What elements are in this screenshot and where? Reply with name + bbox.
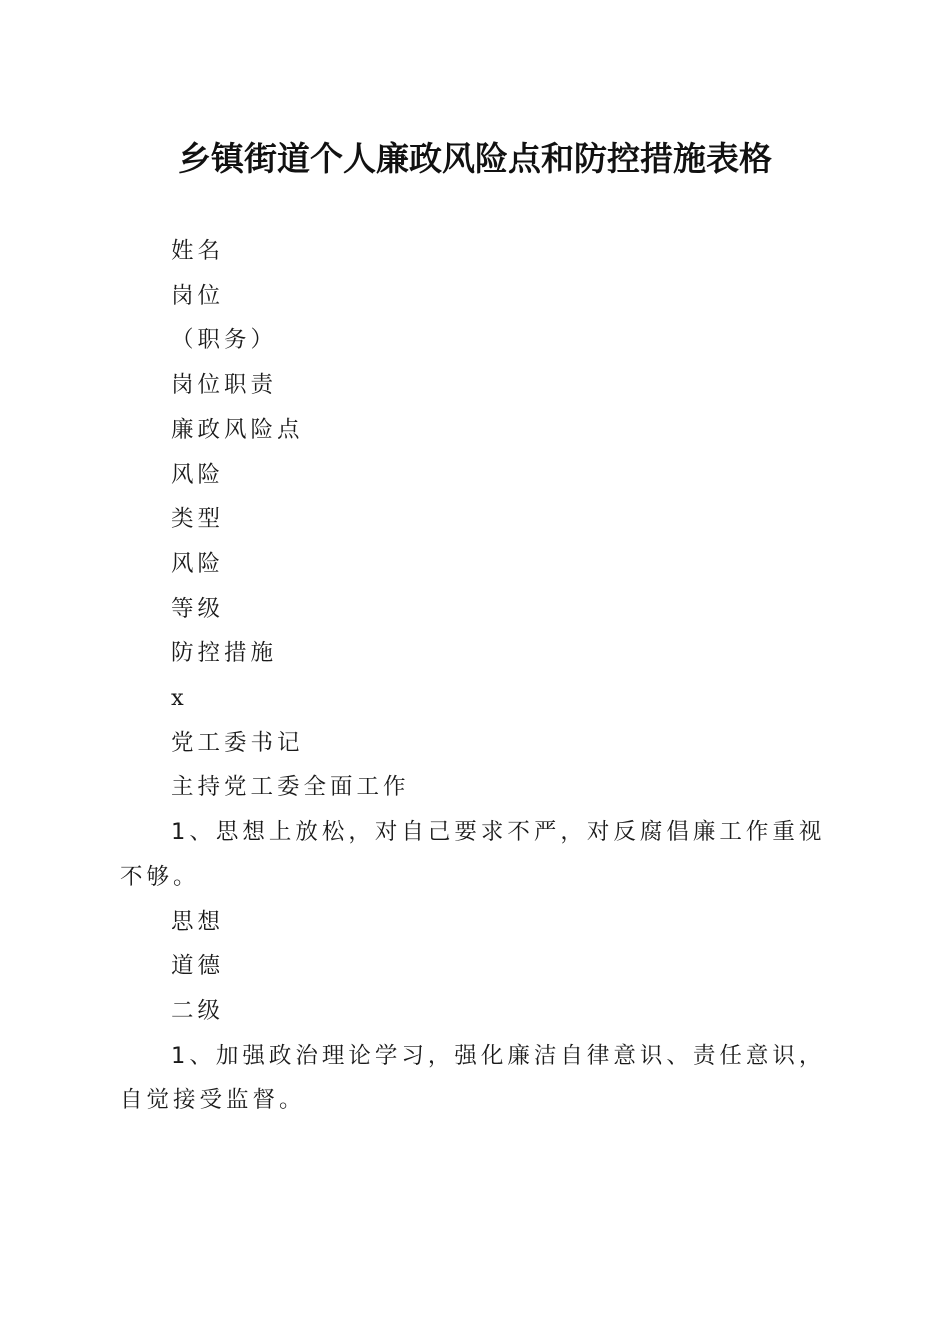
paragraph-measures: 防控措施 bbox=[171, 640, 278, 667]
paragraph-risk-description: 1、思想上放松，对自己要求不严，对反腐倡廉工作重视不够。 bbox=[120, 819, 826, 890]
paragraph-morality: 道德 bbox=[171, 953, 225, 980]
paragraph-position: 岗位 bbox=[171, 282, 225, 309]
document-title: 乡镇街道个人廉政风险点和防控措施表格 bbox=[178, 139, 772, 178]
paragraph-secretary: 党工委书记 bbox=[171, 729, 304, 756]
paragraph-risk-point: 廉政风险点 bbox=[171, 416, 304, 443]
paragraph-type: 类型 bbox=[171, 506, 225, 533]
paragraph-name: 姓名 bbox=[171, 238, 225, 264]
paragraph-thought: 思想 bbox=[171, 908, 225, 935]
paragraph-risk-1: 风险 bbox=[171, 461, 225, 488]
paragraph-responsibility: 岗位职责 bbox=[171, 372, 278, 399]
paragraph-x: x bbox=[171, 685, 184, 712]
paragraph-duty: （职务） bbox=[171, 327, 278, 354]
paragraph-level: 等级 bbox=[171, 595, 225, 622]
paragraph-control-measure: 1、加强政治理论学习，强化廉洁自律意识、责任意识，自觉接受监督。 bbox=[120, 1042, 826, 1114]
document-body bbox=[120, 229, 828, 1123]
paragraph-level-two: 二级 bbox=[171, 997, 225, 1024]
paragraph-risk-2: 风险 bbox=[171, 550, 225, 577]
paragraph-work: 主持党工委全面工作 bbox=[171, 774, 410, 801]
